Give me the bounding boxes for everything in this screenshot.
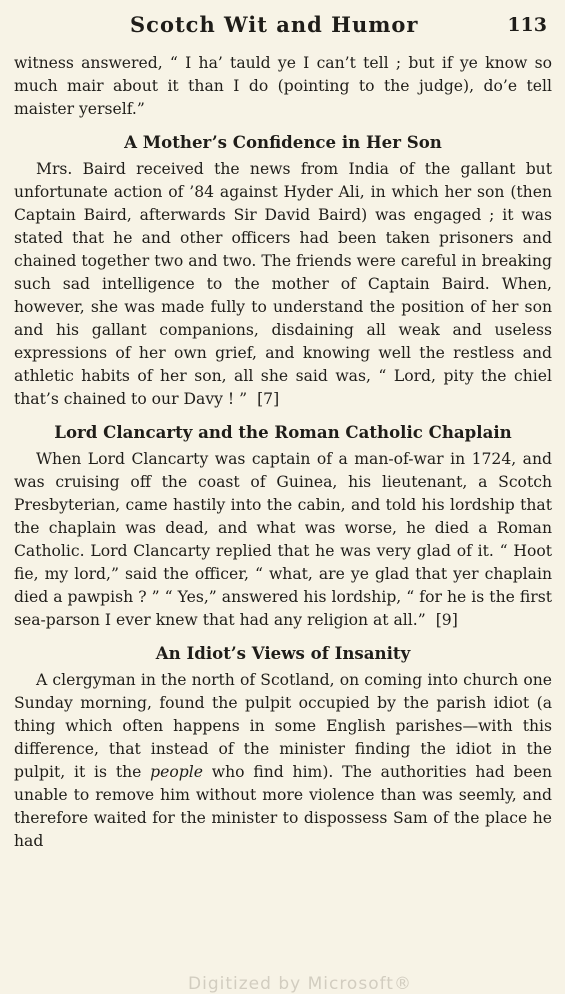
page-header	[0, 8, 565, 44]
body-text	[14, 52, 552, 853]
section-heading: Lord Clancarty and the Roman Catholic Chaplain	[54, 422, 512, 442]
continuation-paragraph: witness answered, “ I ha’ tauld ye I can’t tell ; but if ye know so much mair about it than I do (pointing to the judge), do’e tell maister yerself.”	[14, 54, 552, 118]
section-heading: A Mother’s Confidence in Her Son	[124, 132, 442, 152]
running-title: Scotch Wit and Humor	[130, 12, 419, 37]
page-number: 113	[507, 14, 547, 36]
section-heading: An Idiot’s Views of Insanity	[155, 643, 411, 663]
paragraph-text: Mrs. Baird received the news from India of the gallant but unfortunate action of ’84 against Hyder Ali, in which her son (then Captain Baird, afterwards Sir David Baird) was engaged ; it was stated that he and other officers had been taken prisoners and chained together two and two. The friends were careful in breaking such sad intelligence to the mother of Captain Baird. When, however, she was made fully to understand the position of her son and his gallant companions, disdaining all weak and useless expressions of her own grief, and knowing well the restless and athletic habits of her son, all she said was, “ Lord, pity the chiel that’s chained to our Davy ! ”	[14, 160, 552, 408]
section-paragraph	[14, 448, 552, 632]
section-paragraph	[14, 158, 552, 411]
paragraph-text: When Lord Clancarty was captain of a man-of-war in 1724, and was cruising off the coast of Guinea, his lieutenant, a Scotch Presbyterian, came hastily into the cabin, and told his lordship that the chaplain was dead, and what was worse, he died a Roman Catholic. Lord Clancarty replied that he was very glad of it. “ Hoot fie, my lord,” said the officer, “ what, are ye glad that yer chaplain died a pawpish ? ” “ Yes,” answered his lordship, “ for he is the first sea-parson I ever knew that had any religion at all.”	[14, 450, 552, 629]
watermark: Digitized by Microsoft®	[188, 974, 412, 994]
section-paragraph	[14, 669, 552, 853]
footnote-ref: [9]	[435, 611, 458, 629]
paragraph-text: A clergyman in the north of Scotland, on coming into church one Sunday morning, found the pulpit occupied by the parish idiot (a thing which often happens in some English parishes—with this difference, that instead of the minister finding the idiot in the pulpit, it is the	[14, 671, 552, 781]
footnote-ref: [7]	[257, 390, 280, 408]
emphasis-text: people	[150, 763, 203, 781]
paragraph-text: who find him). The authorities had been unable to remove him without more violence than was seemly, and therefore waited for the minister to dispossess Sam of the place he had	[14, 763, 552, 850]
